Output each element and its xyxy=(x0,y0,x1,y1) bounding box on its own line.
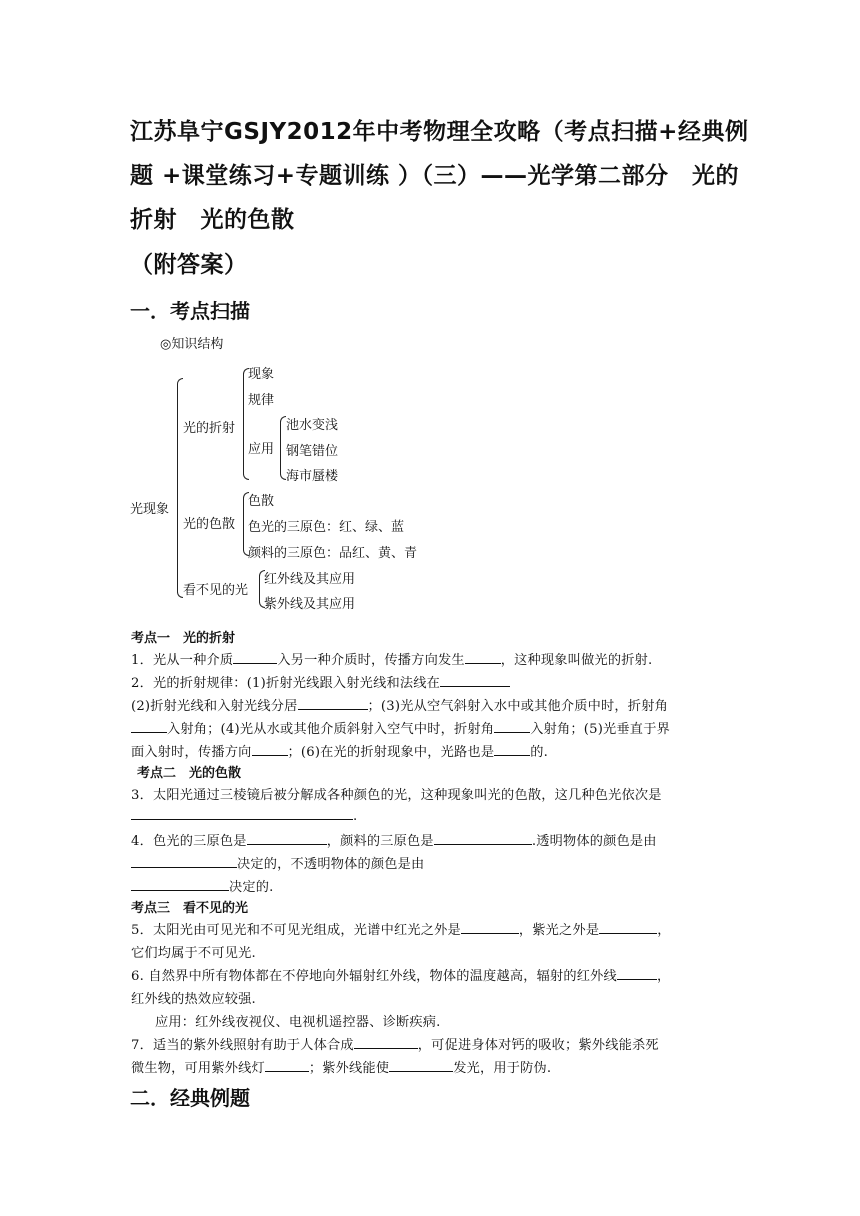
blank xyxy=(131,855,237,868)
blank xyxy=(247,832,327,845)
tree-dispersion: 光的色散 xyxy=(183,517,236,532)
answer-note: （附答案） xyxy=(130,252,248,278)
tree-application-item-2: 钢笔错位 xyxy=(286,444,339,459)
tree-refraction-item-1: 现象 xyxy=(248,367,275,382)
blank xyxy=(494,720,530,733)
tree-refraction: 光的折射 xyxy=(183,421,236,436)
tree-application-item-1: 池水变浅 xyxy=(286,418,339,433)
kd1-q2c xyxy=(131,718,670,737)
tree-dispersion-item-2: 色光的三原色：红、绿、蓝 xyxy=(248,520,405,535)
section-heading-scan: 一．考点扫描 xyxy=(130,299,250,323)
q4-line1c: .透明物体的颜色是由 xyxy=(531,834,657,849)
kd2-q3a: 3．太阳光通过三棱镜后被分解成各种颜色的光，这种现象叫光的色散，这几种色光依次是 xyxy=(131,788,662,803)
kd1-q1 xyxy=(131,649,652,668)
q2-line2b: ；(3)光从空气斜射入水中或其他介质中时，折射角 xyxy=(367,699,668,714)
q6-line1a: 6. 自然界中所有物体都在不停地向外辐射红外线，物体的温度越高，辐射的红外线 xyxy=(131,969,617,984)
blank xyxy=(233,651,277,664)
kd3-q5a xyxy=(131,919,671,938)
tree-invisible-item-2: 紫外线及其应用 xyxy=(264,597,356,612)
blank xyxy=(617,967,657,980)
kd3-q7b xyxy=(131,1057,551,1076)
blank xyxy=(131,807,353,820)
kd2-q4a xyxy=(131,830,657,849)
tree-dispersion-item-3: 颜料的三原色：品红、黄、青 xyxy=(248,546,418,561)
q4-line3: 决定的. xyxy=(229,880,274,895)
refraction-brace xyxy=(243,368,249,480)
kd2-q4c xyxy=(131,876,274,895)
q1-part1: 1．光从一种介质 xyxy=(131,653,234,668)
q7-line2b: ；紫外线能使 xyxy=(308,1061,390,1076)
kd2-title: 考点二 光的色散 xyxy=(137,766,242,781)
tree-application: 应用 xyxy=(248,442,275,457)
doc-title-line3: 折射 光的色散 xyxy=(130,207,295,233)
q5-line1b: ，紫光之外是 xyxy=(518,923,600,938)
q2-line1: 2．光的折射规律：(1)折射光线跟入射光线和法线在 xyxy=(131,676,441,691)
tree-dispersion-item-1: 色散 xyxy=(248,494,275,509)
kd1-q2d xyxy=(131,741,548,760)
q2-line4b: ；(6)在光的折射现象中，光路也是 xyxy=(287,745,495,760)
blank xyxy=(465,651,501,664)
q2-line4c: 的. xyxy=(530,745,548,760)
q3-end: . xyxy=(353,809,358,824)
kd3-q5b: 它们均属于不可见光. xyxy=(131,946,256,961)
kd3-q7a xyxy=(131,1034,659,1053)
blank xyxy=(494,743,530,756)
doc-title-line2: 题 +课堂练习+专题训练 ）（三）——光学第二部分 光的 xyxy=(130,163,740,189)
kd3-title: 考点三 看不见的光 xyxy=(131,901,249,916)
q6-line1b: ， xyxy=(656,969,671,984)
kd3-q6a xyxy=(131,965,670,984)
tree-invisible: 看不见的光 xyxy=(183,583,249,598)
q7-line2c: 发光，用于防伪. xyxy=(453,1061,552,1076)
q2-line3b: 入射角；(5)光垂直于界 xyxy=(530,722,670,737)
blank xyxy=(298,697,368,710)
kd2-q4b xyxy=(131,853,424,872)
kd2-q3b xyxy=(131,807,357,824)
knowledge-structure-label: ◎知识结构 xyxy=(160,337,224,352)
q7-line2a: 微生物，可用紫外线灯 xyxy=(131,1061,265,1076)
section-heading-examples: 二．经典例题 xyxy=(130,1086,250,1110)
kd1-q2b xyxy=(131,695,668,714)
blank xyxy=(131,720,167,733)
q4-line2: 决定的，不透明物体的颜色是由 xyxy=(237,857,425,872)
kd1-q2a xyxy=(131,672,510,691)
q2-line3a: 入射角；(4)光从水或其他介质斜射入空气中时，折射角 xyxy=(167,722,495,737)
q5-line1a: 5．太阳光由可见光和不可见光组成，光谱中红光之外是 xyxy=(131,923,461,938)
q2-line4a: 面入射时，传播方向 xyxy=(131,745,252,760)
blank xyxy=(461,921,519,934)
tree-root: 光现象 xyxy=(130,502,170,517)
q4-line1b: ，颜料的三原色是 xyxy=(326,834,434,849)
blank xyxy=(131,878,229,891)
q2-line2a: (2)折射光线和入射光线分居 xyxy=(131,699,298,714)
blank xyxy=(440,674,510,687)
q5-line1c: ， xyxy=(657,923,671,938)
doc-title-line1: 江苏阜宁GSJY2012年中考物理全攻略（考点扫描+经典例 xyxy=(130,119,749,145)
q1-part3: ，这种现象叫做光的折射. xyxy=(500,653,653,668)
q4-line1a: 4．色光的三原色是 xyxy=(131,834,247,849)
blank xyxy=(389,1059,453,1072)
kd3-q6c: 应用：红外线夜视仪、电视机遥控器、诊断疾病. xyxy=(155,1015,441,1030)
blank xyxy=(252,743,288,756)
kd3-q6b: 红外线的热效应较强. xyxy=(131,992,256,1007)
tree-refraction-item-2: 规律 xyxy=(248,393,275,408)
q7-line1a: 7．适当的紫外线照射有助于人体合成 xyxy=(131,1038,354,1053)
blank xyxy=(434,832,532,845)
blank xyxy=(265,1059,309,1072)
tree-application-item-3: 海市蜃楼 xyxy=(286,469,339,484)
blank xyxy=(599,921,657,934)
kd1-title: 考点一 光的折射 xyxy=(131,631,236,646)
tree-invisible-item-1: 红外线及其应用 xyxy=(264,572,356,587)
q7-line1b: ，可促进身体对钙的吸收；紫外线能杀死 xyxy=(417,1038,659,1053)
root-brace xyxy=(177,378,183,598)
blank xyxy=(354,1036,418,1049)
q1-part2: 入另一种介质时，传播方向发生 xyxy=(277,653,465,668)
